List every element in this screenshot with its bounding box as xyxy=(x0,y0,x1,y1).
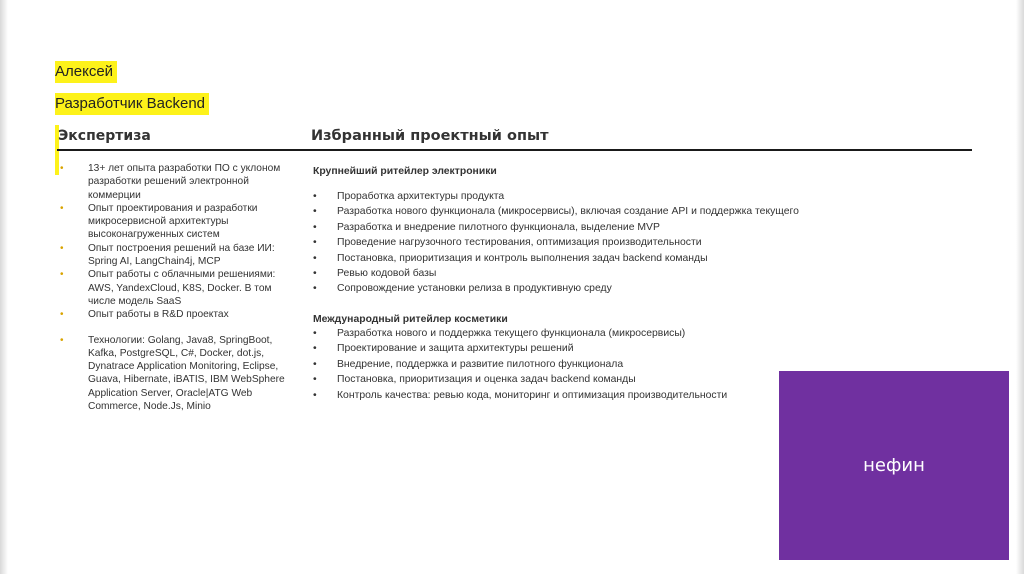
project-task: • Ревью кодовой базы xyxy=(313,266,793,281)
projects-heading: Избранный проектный опыт xyxy=(311,128,549,144)
project-task: • Постановка, приоритизация и контроль выполнения задач backend команды xyxy=(313,251,793,266)
bullet-icon: • xyxy=(313,206,317,218)
project-task-list xyxy=(313,326,793,403)
project-block-cosmetics xyxy=(313,313,793,403)
expertise-item: • 13+ лет опыта разработки ПО с уклоном разработки решений электронной коммерции xyxy=(60,163,281,201)
bullet-icon: • xyxy=(313,268,317,280)
project-task-list xyxy=(313,189,799,297)
expertise-heading: Экспертиза xyxy=(58,128,151,144)
bullet-icon: • xyxy=(60,269,64,281)
project-task: • Сопровождение установки релиза в продуктивную среду xyxy=(313,281,793,296)
bullet-icon: • xyxy=(313,283,317,295)
expertise-item: • Опыт работы с облачными решениями: AWS, YandexCloud, K8S, Docker. В том числе модель SaaS xyxy=(60,269,276,307)
bullet-icon: • xyxy=(313,358,317,370)
bullet-icon: • xyxy=(313,389,317,401)
bullet-icon: • xyxy=(313,343,317,355)
project-task: • Разработка нового функционала (микросервисы), включая создание API и поддержка текущего xyxy=(313,204,793,219)
project-task: • Внедрение, поддержка и развитие пилотного функционала xyxy=(313,357,793,372)
bullet-icon: • xyxy=(313,237,317,249)
project-block-electronics xyxy=(313,165,799,297)
project-task: • Контроль качества: ревью кода, мониторинг и оптимизация производительности xyxy=(313,388,793,403)
bullet-icon: • xyxy=(60,202,64,214)
bullet-icon: • xyxy=(313,252,317,264)
header-divider xyxy=(57,149,972,151)
person-name: Алексей xyxy=(55,61,117,83)
right-edge-shadow xyxy=(1016,0,1024,574)
expertise-item: • Технологии: Golang, Java8, SpringBoot, Kafka, PostgreSQL, C#, Docker, dot.js, Dynatrace Application Monitoring, Eclipse, Guava, Hibernate, iBATIS, IBM WebSphere Application Server, Oracle|ATG Web Commerce, Node.Js, Minio xyxy=(60,334,285,413)
project-title: Крупнейший ритейлер электроники xyxy=(313,166,497,177)
expertise-item: • Опыт проектирования и разработки микросервисной архитектуры высоконагруженных систем xyxy=(60,202,258,241)
project-task: • Проектирование и защита архитектуры решений xyxy=(313,341,793,356)
project-task: • Разработка нового и поддержка текущего функционала (микросервисы) xyxy=(313,326,793,341)
brand-label: нефин xyxy=(863,455,925,476)
bullet-icon: • xyxy=(60,309,64,321)
expertise-item: • Опыт работы в R&D проектах xyxy=(60,309,229,321)
bullet-icon: • xyxy=(313,221,317,233)
project-title: Международный ритейлер косметики xyxy=(313,314,508,325)
expertise-item: • Опыт построения решений на базе ИИ: Spring AI, LangChain4j, MCP xyxy=(60,242,275,268)
bullet-icon: • xyxy=(60,242,64,254)
bullet-icon: • xyxy=(313,191,317,202)
project-task: • Проработка архитектуры продукта xyxy=(313,189,793,204)
brand-box xyxy=(779,371,1009,560)
person-role: Разработчик Backend xyxy=(55,93,209,115)
bullet-icon: • xyxy=(313,374,317,386)
project-task: • Постановка, приоритизация и оценка задач backend команды xyxy=(313,372,793,387)
project-task: • Проведение нагрузочного тестирования, оптимизация производительности xyxy=(313,235,793,250)
project-task: • Разработка и внедрение пилотного функционала, выделение MVP xyxy=(313,220,793,235)
left-edge-shadow xyxy=(0,0,8,574)
expertise-list xyxy=(58,162,298,413)
bullet-icon: • xyxy=(60,163,64,174)
bullet-icon: • xyxy=(313,328,317,339)
bullet-icon: • xyxy=(60,334,64,346)
